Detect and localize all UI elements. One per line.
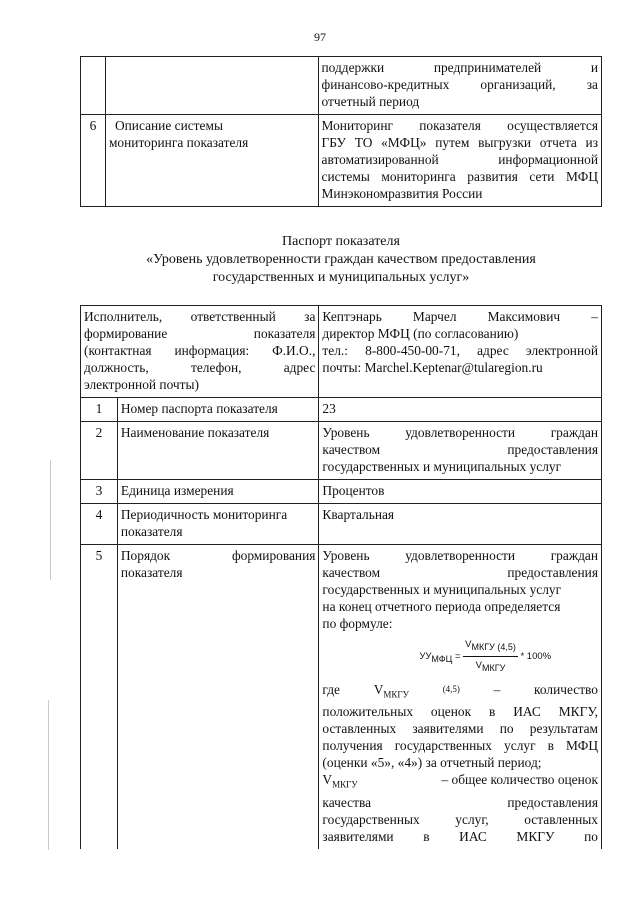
where-line: где $V_{МКГУ}$ (4,5) – количество xyxy=(322,681,598,700)
row-label: Единица измерения xyxy=(117,480,319,504)
executor-value: Кептэнарь Марчел Максимович – директор МФЦ (по согласованию) тел.: 8-800-450-00-71, адрес электронной почты: Marchel.Keptenar@tularegion.ru xyxy=(319,306,602,398)
definition-line: $V_{МКГУ}$ – общее количество оценок xyxy=(322,772,598,791)
row-number: 3 xyxy=(81,480,118,504)
row-value: Процентов xyxy=(319,480,602,504)
passport-table xyxy=(80,305,602,849)
row-label: Периодичность мониторинга показателя xyxy=(117,504,319,545)
table-row xyxy=(81,422,602,480)
row-number: 1 xyxy=(81,398,118,422)
table-row xyxy=(81,480,602,504)
row-number: 6 xyxy=(81,115,106,207)
row-label: Номер паспорта показателя xyxy=(117,398,319,422)
indicator-table-continuation xyxy=(80,56,602,207)
page-number: 97 xyxy=(314,30,326,44)
row-value: Уровень удовлетворенности граждан качеством предоставления государственных и муниципальных услуг xyxy=(319,422,602,480)
row-value: поддержки предпринимателей и финансово-кредитных организаций, за отчетный период xyxy=(318,57,601,115)
row-number: 2 xyxy=(81,422,118,480)
table-row xyxy=(81,504,602,545)
row-value: Уровень удовлетворенности граждан качеством предоставления государственных и муниципальных услуг на конец отчетного периода определяется по формуле: УУМФЦ = $\frac{\text{VМКГУ (4,5)}}{\text{VМКГУ}}$ * 100% где $V_{МКГУ}$ (4,5) – количество положительных оценок в ИАС МКГУ, оставленных заявителями по результатам получения государственных услуг в МФЦ (оценки «5», «4») за отчетный период; $V_{МКГУ}$ – общее количество оценок качества предоставления государственных услуг, оставленных заявителями в ИАС МКГУ по xyxy=(319,545,602,850)
table-row xyxy=(81,398,602,422)
row-label: Порядок формирования показателя xyxy=(117,545,319,850)
row-number xyxy=(81,57,106,115)
passport-subtitle-line: государственных и муниципальных услуг» xyxy=(212,270,470,285)
scan-artifact xyxy=(50,460,51,580)
row-number: 5 xyxy=(81,545,118,850)
row-number: 4 xyxy=(81,504,118,545)
passport-subtitle-line: «Уровень удовлетворенности граждан качеством предоставления xyxy=(146,252,536,267)
row-label xyxy=(105,57,318,115)
table-row xyxy=(81,115,602,207)
table-row xyxy=(81,545,602,850)
executor-row xyxy=(81,306,602,398)
passport-title: Паспорт показателя xyxy=(282,234,400,249)
formula: УУМФЦ = $\frac{\text{VМКГУ (4,5)}}{\text{VМКГУ}}$ * 100% xyxy=(372,636,598,677)
formula-fraction: $\frac{\text{VМКГУ (4,5)}}{\text{VМКГУ}}$ xyxy=(463,636,518,677)
row-label: Описание системы мониторинга показателя xyxy=(105,115,318,207)
table-row xyxy=(81,57,602,115)
row-label: Наименование показателя xyxy=(117,422,319,480)
scan-artifact xyxy=(48,700,49,850)
passport-heading xyxy=(80,233,602,287)
executor-label: Исполнитель, ответственный за формирование показателя (контактная информация: Ф.И.О., должность, телефон, адрес электронной почты) xyxy=(81,306,319,398)
row-value: 23 xyxy=(319,398,602,422)
row-value: Квартальная xyxy=(319,504,602,545)
row-value: Мониторинг показателя осуществляется ГБУ ТО «МФЦ» путем выгрузки отчета из автоматизированной информационной системы мониторинга развития сети МФЦ Минэкономразвития России xyxy=(318,115,601,207)
